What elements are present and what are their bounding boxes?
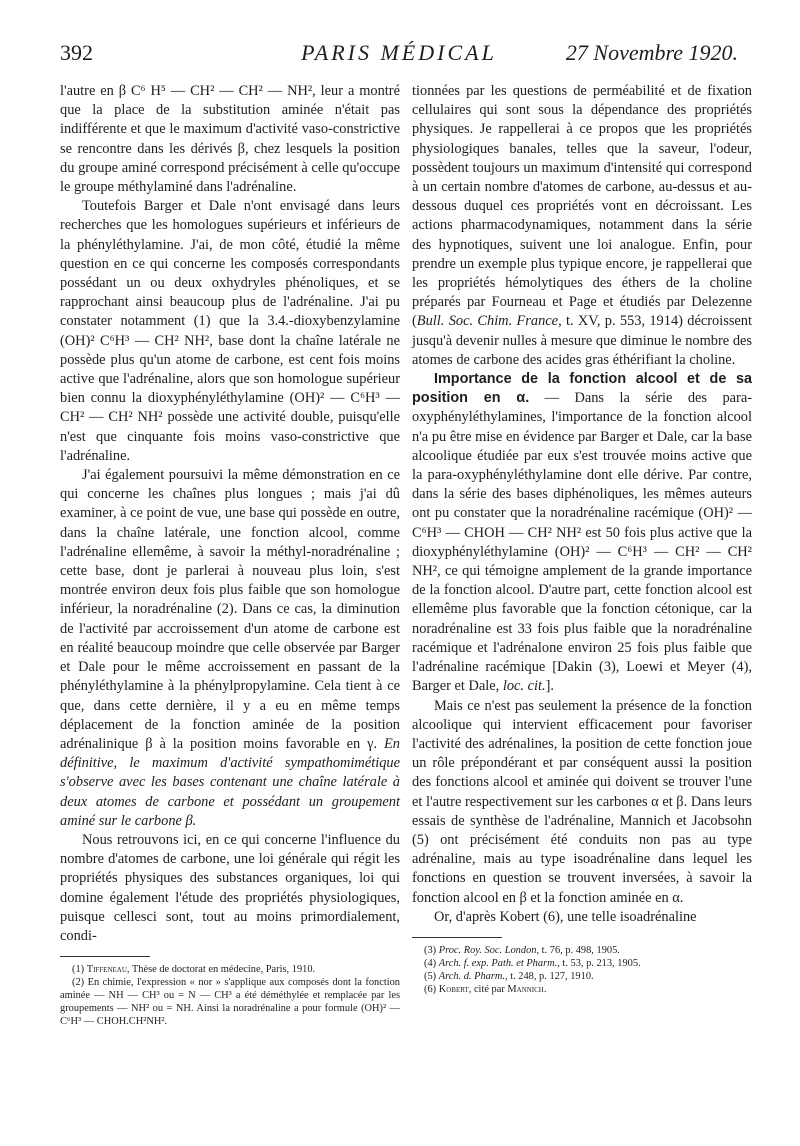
paragraph: tionnées par les questions de perméabilité et de fixation cellulaires qui sont sous la dépendance des propriétés physiques. Je rappellerai à ce propos que les propriétés physiologiques banales, telles que la saveur, l'odeur, possèdent toujours un maximum d'intensité qui correspond à un certain nombre d'atomes de carbone, au-dessus et au-dessous duquel ces propriétés vont en décroissant. Les actions pharmacodynamiques, notamment dans la série des hypnotiques, suivent une loi analogue. Enfin, pour prendre un exemple plus typique encore, je rappellerai que les propriétés hémolytiques des éthers de la choline préparés par Fourneau et Page et étudiés par Delezenne (Bull. Soc. Chim. France, t. XV, p. 553, 1914) décroissent jusqu'à devenir nulles à mesure que diminue le nombre des atomes de carbone des acides gras éthérifiant la choline.	[412, 83, 752, 368]
emphasis-text: En définitive, le maximum d'activité sympathomimétique s'observe avec les bases contenant une chaîne latérale à deux atomes de carbone et possédant un groupement aminé sur le carbone β.	[60, 735, 400, 829]
paragraph: Importance de la fonction alcool et de sa position en α. — Dans la série des para-oxyphényléthylamines, l'importance de la fonction alcool n'a pu être mise en évidence par Barger et Dale, car la base alcoolique étudiée par eux s'est trouvée moins active que la para-oxyphényléthylamine dont elle dérive. Par contre, dans la série des bases diphénoliques, les mêmes auteurs ont pu constater que la noradrénaline racémique (OH)² — C⁶H³ — CHOH — CH² NH² est 50 fois plus active que la dioxyphényléthylamine (OH)² — C⁶H³ — CH² — CH² NH², ce qui témoigne amplement de la grande importance de la fonction alcool. D'autre part, cette fonction alcool est ellemême plus favorable que la fonction cétonique, car la noradrénaline est 33 fois plus faible que la noradrénaline racémique et l'adrénalone environ 25 fois plus faible que l'adrénaline racémique [Dakin (3), Loewi et Meyer (4), Barger et Dale, loc. cit.].	[412, 371, 752, 695]
citation: Bull. Soc. Chim. France	[416, 313, 559, 330]
footnote: (3) Proc. Roy. Soc. London, t. 76, p. 498, 1905.	[424, 944, 620, 956]
page-number: 392	[60, 40, 93, 65]
footnote: (1) Tiffeneau, Thèse de doctorat en médecine, Paris, 1910.	[72, 964, 316, 976]
footnote: (5) Arch. d. Pharm., t. 248, p. 127, 1910.	[424, 970, 594, 982]
paragraph: Nous retrouvons ici, en ce qui concerne l'influence du nombre d'atomes de carbone, une loi générale qui régit les propriétés physiques des substances organiques, loi qui domine également l'étude des propriétés physiologiques, puisque cellesci sont, tout au moins primordialement, condi-	[60, 831, 400, 944]
right-column	[412, 82, 752, 996]
left-column	[60, 82, 400, 1028]
section-title: Importance de la fonction alcool et de sa position en α.	[412, 371, 752, 407]
page-header	[60, 40, 738, 70]
footnote-divider	[60, 956, 150, 957]
paragraph: Or, d'après Kobert (6), une telle isoadrénaline	[434, 908, 697, 925]
footnote: (6) Kobert, cité par Mannich.	[424, 983, 547, 995]
paragraph: l'autre en β C⁶ H⁵ — CH² — CH² — NH², leur a montré que la place de la substitution aminée n'était pas indifférente et que le maximum d'activité vaso-constrictive se rencontre dans les dérivés β, chez lesquels la position du groupe aminé correspond précisément à celle qu'occupe le groupe méthylaminé dans l'adrénaline.	[60, 83, 400, 196]
paragraph: J'ai également poursuivi la même démonstration en ce qui concerne les chaînes plus longues ; mais j'ai dû examiner, à ce point de vue, une base qui possède en outre, dans la chaîne latérale, une fonction alcool, comme l'adrénaline ellemême, à savoir la méthyl-noradrénaline ; cette base, dont je parlerai à nouveau plus loin, s'est montrée environ deux fois plus faible que son homologue inférieur, la noradrénaline (2). Dans ce cas, la diminution de l'activité par accroissement d'un atome de carbone est en réalité beaucoup moindre que celle observée par Barger et Dale pour le même accroissement en passant de la phényléthylamine à la phénylpropylamine. Cela tient à ce que, dans cette dernière, il y a eu en même temps déplacement de la fonction aminée de la position adrénalinique β à la position moins favorable en γ. En définitive, le maximum d'activité sympathomimétique s'observe avec les bases contenant une chaîne latérale à deux atomes de carbone et possédant un groupement aminé sur le carbone β.	[60, 467, 400, 829]
journal-title: PARIS MÉDICAL	[301, 40, 497, 65]
footnote: (4) Arch. f. exp. Path. et Pharm., t. 53, p. 213, 1905.	[424, 957, 641, 969]
citation: loc. cit.	[502, 678, 546, 695]
paragraph: Toutefois Barger et Dale n'ont envisagé dans leurs recherches que les homologues supérieurs et inférieurs de la phényléthylamine. J'ai, de mon côté, étudié la même question en ce qui concerne les composés correspondants possédant un ou deux oxhydryles phénoliques, et se rapprochant ainsi beaucoup plus de l'adrénaline. J'ai pu constater notamment (1) que la 3.4.-dioxybenzylamine (OH)² C⁶H³ — CH² NH², base dont la chaîne latérale ne possède plus qu'un atome de carbone, est cent fois moins active que l'adrénaline, alors que son homologue supérieur bien connu la dioxyphényléthylamine (OH)² — C⁶H³ — CH² — CH² NH² possède une activité double, puisqu'elle n'est que cinquante fois moins vaso-constrictive que l'adrénaline.	[60, 198, 400, 464]
paragraph: Mais ce n'est pas seulement la présence de la fonction alcoolique qui intervient efficacement pour favoriser l'activité des adrénalines, la position de cette fonction joue un rôle prépondérant et par conséquent aussi la position des fonctions alcool et aminée qui doivent se trouver l'une et l'autre respectivement sur les carbones α et β. Dans leurs essais de synthèse de l'adrénaline, Mannich et Jacobsohn (5) ont précisément été conduits non pas au type adrénaline, mais au type isoadrénaline dans lequel les fonctions en question se trouvent inversées, à savoir la fonction alcool en β et la fonction aminée en α.	[412, 697, 752, 906]
footnote-divider	[412, 937, 502, 938]
footnote: (2) En chimie, l'expression « nor » s'applique aux composés dont la fonction aminée — NH — CH³ ou = N — CH³ a été déméthylée et remplacée par les groupements — NH² ou = NH. Ainsi la noradrénaline a pour formule (OH)² — C⁶H³ — CHOH.CH²NH².	[60, 977, 400, 1028]
issue-date: 27 Novembre 1920.	[565, 40, 738, 65]
